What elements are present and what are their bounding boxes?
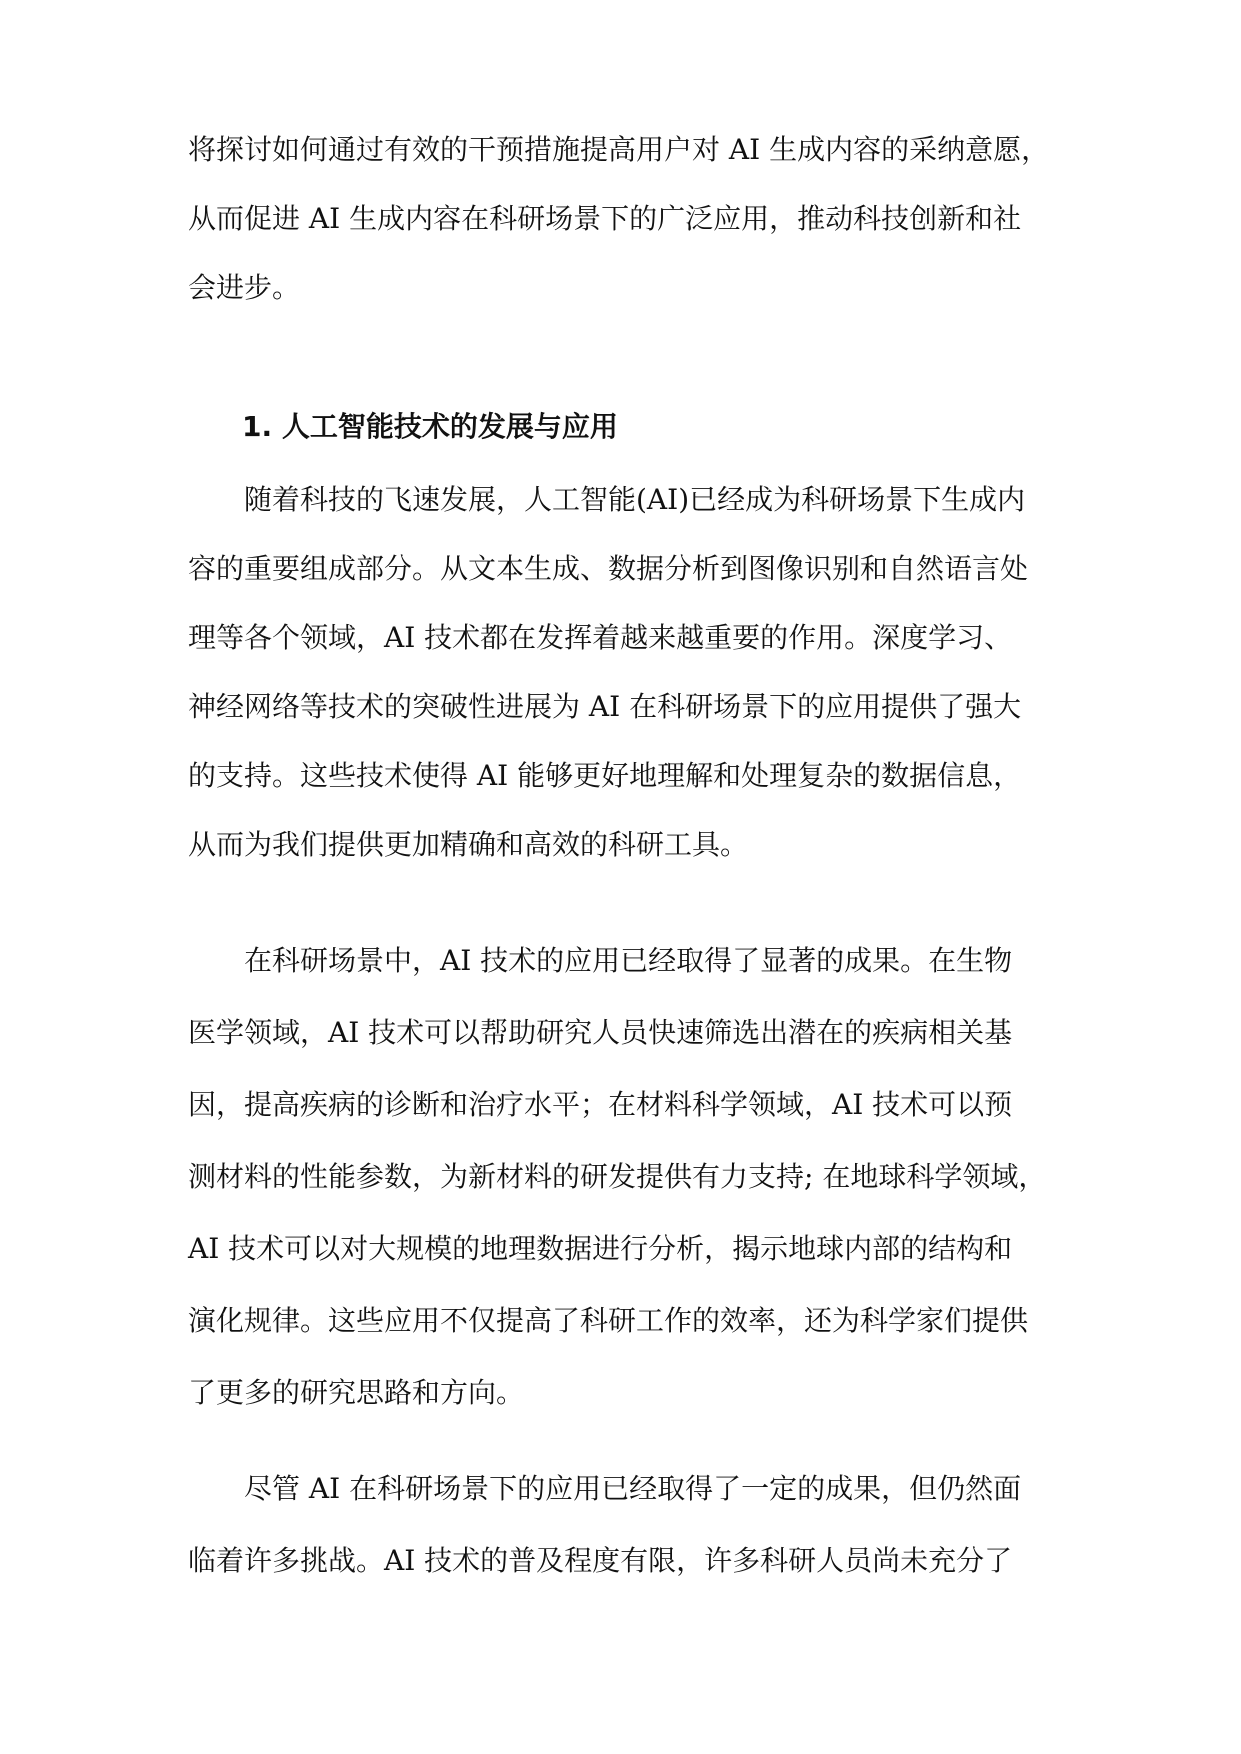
intro-line-1: 将探讨如何通过有效的干预措施提高用户对 AI 生成内容的采纳意愿， xyxy=(188,133,1050,166)
paragraph-1-line-4: 神经网络等技术的突破性进展为 AI 在科研场景下的应用提供了强大 xyxy=(188,690,1022,723)
section-heading: 1. 人工智能技术的发展与应用 xyxy=(242,410,618,443)
paragraph-2-line-7: 了更多的研究思路和方向。 xyxy=(188,1376,525,1409)
paragraph-1-line-3: 理等各个领域，AI 技术都在发挥着越来越重要的作用。深度学习、 xyxy=(188,621,1013,654)
paragraph-2-line-6: 演化规律。这些应用不仅提高了科研工作的效率，还为科学家们提供 xyxy=(188,1304,1029,1337)
intro-line-3: 会进步。 xyxy=(188,271,301,304)
paragraph-2-line-5: AI 技术可以对大规模的地理数据进行分析，揭示地球内部的结构和 xyxy=(188,1232,1013,1265)
paragraph-3-line-1: 尽管 AI 在科研场景下的应用已经取得了一定的成果，但仍然面 xyxy=(244,1472,1022,1505)
intro-line-2: 从而促进 AI 生成内容在科研场景下的广泛应用，推动科技创新和社 xyxy=(188,202,1022,235)
paragraph-3-line-2: 临着许多挑战。AI 技术的普及程度有限，许多科研人员尚未充分了 xyxy=(188,1544,1013,1577)
paragraph-2-line-2: 医学领域，AI 技术可以帮助研究人员快速筛选出潜在的疾病相关基 xyxy=(188,1016,1013,1049)
paragraph-1-line-6: 从而为我们提供更加精确和高效的科研工具。 xyxy=(188,828,749,861)
paragraph-1-line-2: 容的重要组成部分。从文本生成、数据分析到图像识别和自然语言处 xyxy=(188,552,1029,585)
paragraph-2-line-1: 在科研场景中，AI 技术的应用已经取得了显著的成果。在生物 xyxy=(244,944,1013,977)
paragraph-1-line-1: 随着科技的飞速发展，人工智能(AI)已经成为科研场景下生成内 xyxy=(244,483,1026,516)
paragraph-2-line-4: 测材料的性能参数，为新材料的研发提供有力支持; 在地球科学领域， xyxy=(188,1160,1047,1193)
paragraph-2-line-3: 因，提高疾病的诊断和治疗水平；在材料科学领域，AI 技术可以预 xyxy=(188,1088,1013,1121)
paragraph-1-line-5: 的支持。这些技术使得 AI 能够更好地理解和处理复杂的数据信息， xyxy=(188,759,1022,792)
